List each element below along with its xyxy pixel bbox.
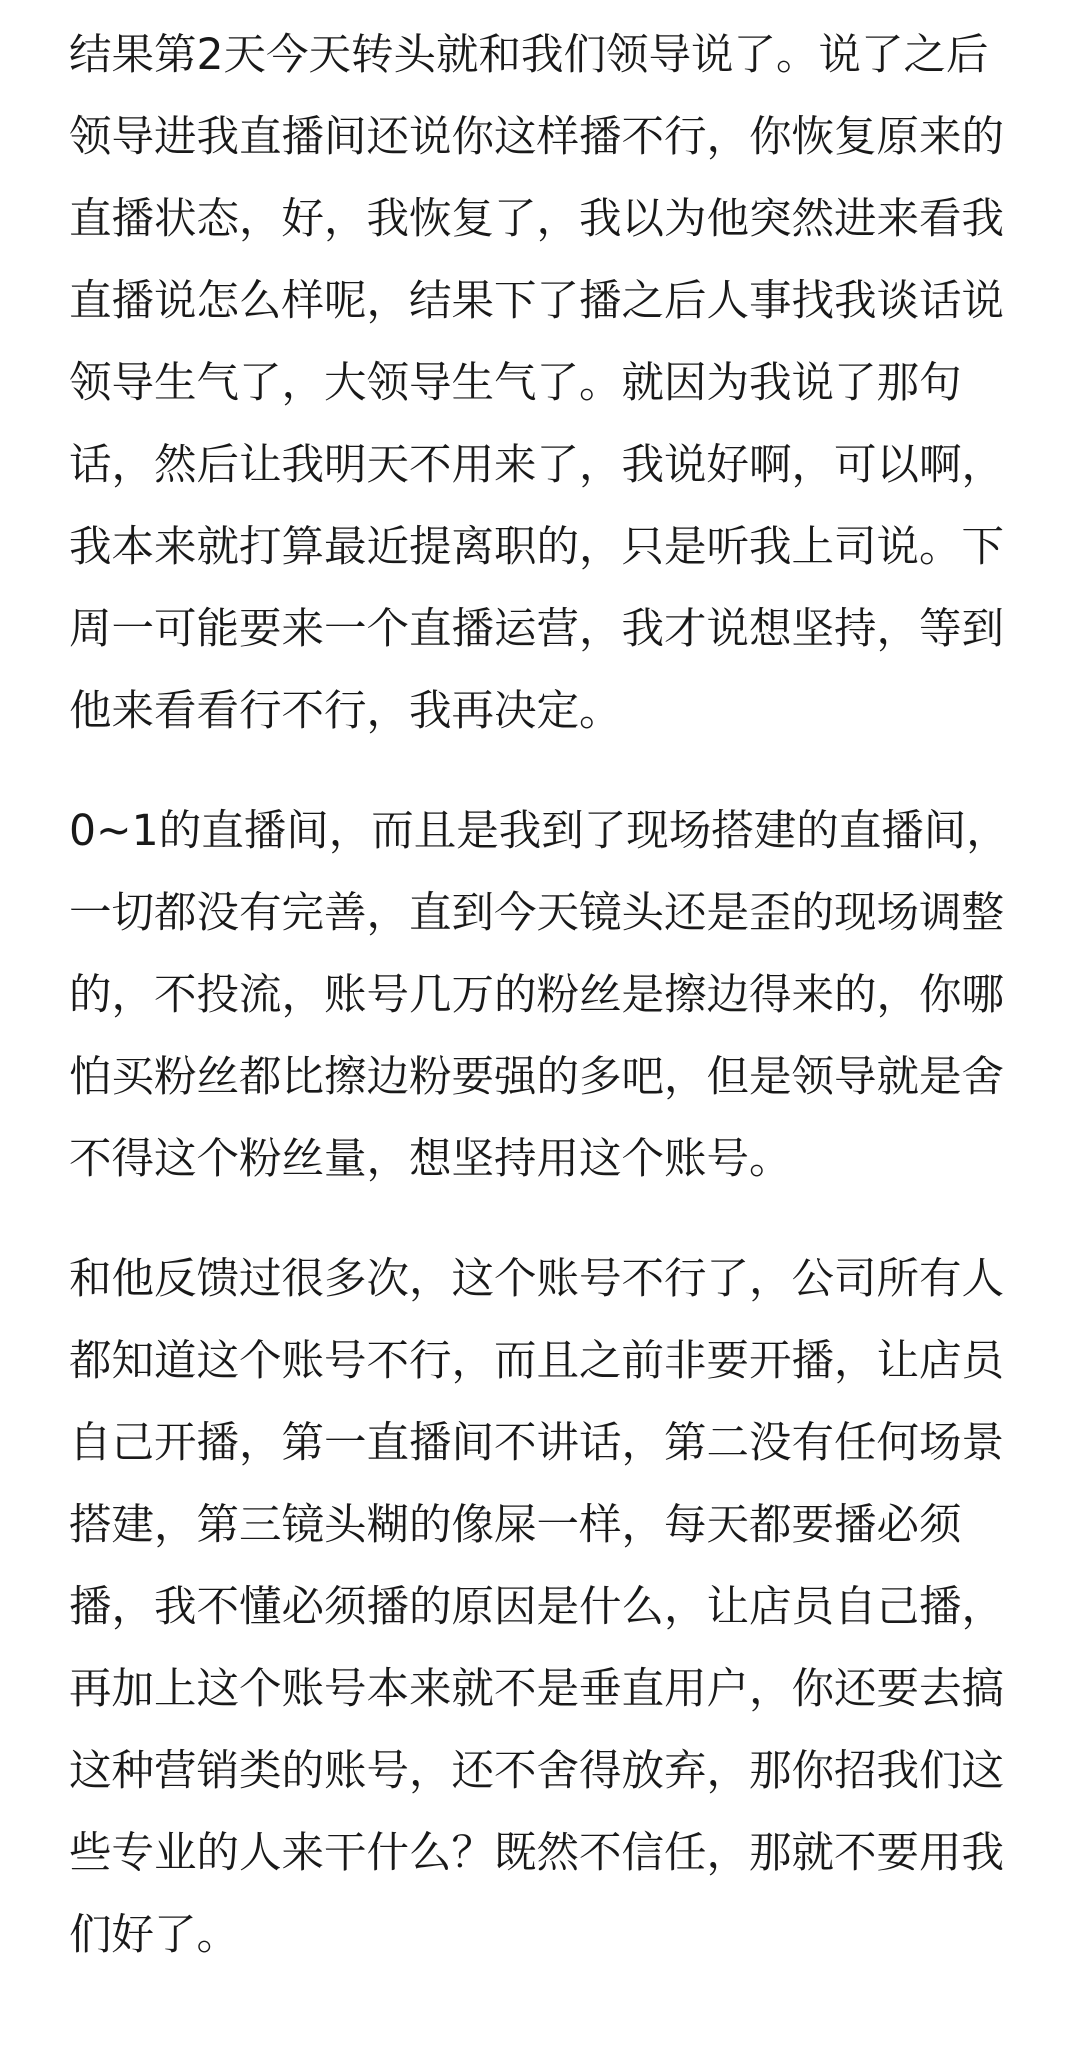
paragraph-1: 结果第2天今天转头就和我们领导说了。说了之后领导进我直播间还说你这样播不行，你恢复原来的直播状态，好，我恢复了，我以为他突然进来看我直播说怎么样呢，结果下了播之后人事找我谈话说领导生气了，大领导生气了。就因为我说了那句话，然后让我明天不用来了，我说好啊，可以啊，我本来就打算最近提离职的，只是听我上司说。下周一可能要来一个直播运营，我才说想坚持，等到他来看看行不行，我再决定。	[69, 31, 1005, 736]
paragraph-2: 0~1的直播间，而且是我到了现场搭建的直播间，一切都没有完善，直到今天镜头还是歪的现场调整的，不投流，账号几万的粉丝是擦边得来的，你哪怕买粉丝都比擦边粉要强的多吧，但是领导就是舍不得这个粉丝量，想坚持用这个账号。	[69, 807, 1009, 1184]
article-body	[69, 15, 1017, 1977]
paragraph-3: 和他反馈过很多次，这个账号不行了，公司所有人都知道这个账号不行，而且之前非要开播，让店员自己开播，第一直播间不讲话，第二没有任何场景搭建，第三镜头糊的像屎一样，每天都要播必须播，我不懂必须播的原因是什么，让店员自己播，再加上这个账号本来就不是垂直用户，你还要去搞这种营销类的账号，还不舍得放弃，那你招我们这些专业的人来干什么？既然不信任，那就不要用我们好了。	[69, 1255, 1005, 1960]
